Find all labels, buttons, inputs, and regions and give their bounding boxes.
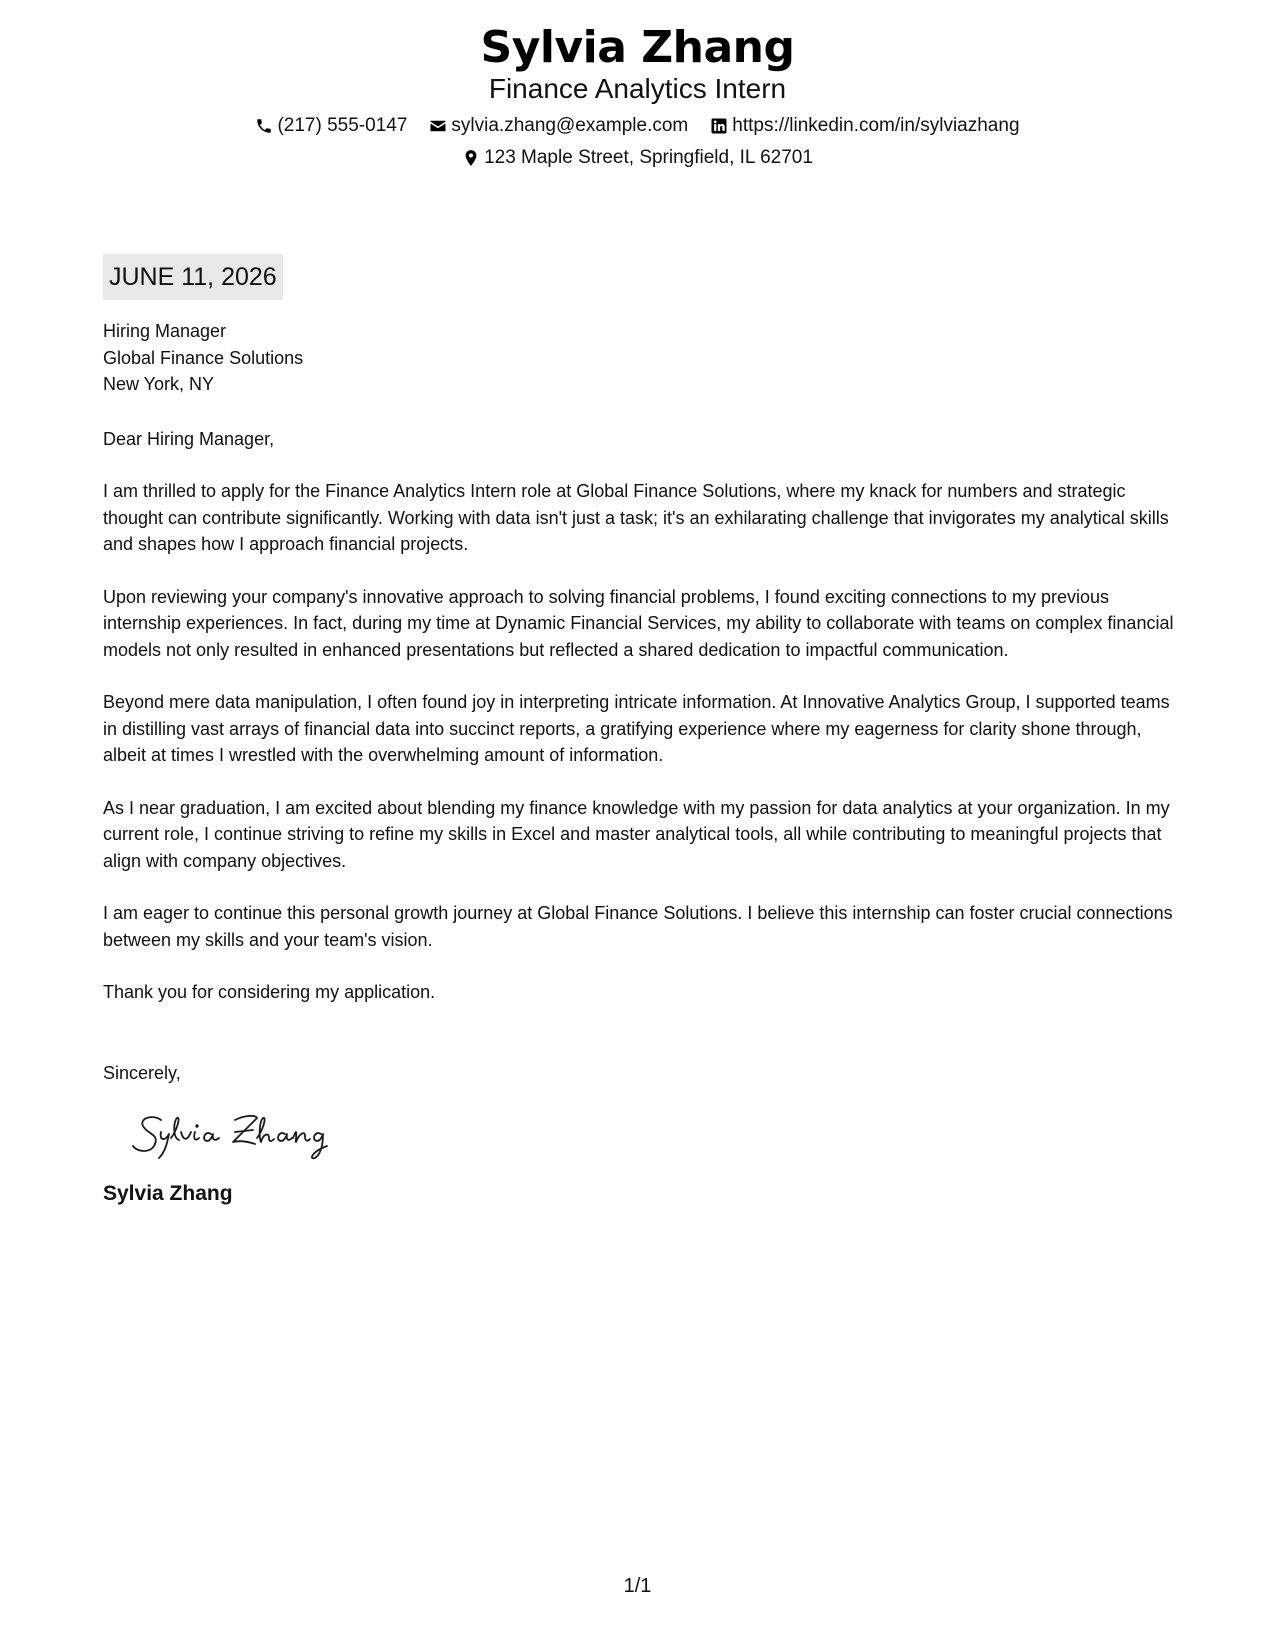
closing: Sincerely,: [103, 1062, 181, 1083]
salutation: Dear Hiring Manager,: [103, 428, 275, 449]
phone-icon: [255, 117, 273, 135]
paragraph: I am thrilled to apply for the Finance Analytics Intern role at Global Finance Solutions, where my knack for numbers and strategic thought can contribute significantly. Working with data isn't just a task; it's an exhilarating challenge that invigorates my analytical skills and shapes how I approach financial projects.: [103, 481, 1169, 554]
handwritten-signature: [131, 1108, 1178, 1164]
contact-email[interactable]: [429, 114, 688, 138]
applicant-name: Sylvia Zhang: [480, 22, 795, 73]
paragraph: As I near graduation, I am excited about blending my finance knowledge with my passion for data analytics at your organization. In my current role, I continue striving to refine my skills in Excel and master analytical tools, all while contributing to meaningful projects that align with company objectives.: [103, 797, 1170, 871]
recipient-company: Global Finance Solutions: [103, 347, 304, 368]
map-pin-icon: [462, 149, 480, 167]
email-text[interactable]: sylvia.zhang@example.com: [451, 115, 689, 136]
signer-name: Sylvia Zhang: [103, 1182, 233, 1205]
contact-linkedin[interactable]: [710, 114, 1019, 138]
letter-date: JUNE 11, 2026: [103, 254, 283, 300]
letter-header: [0, 22, 1275, 170]
paragraph: I am eager to continue this personal growth journey at Global Finance Solutions. I believe this internship can foster crucial connections between my skills and your team's vision.: [103, 903, 1173, 950]
paragraph: Upon reviewing your company's innovative approach to solving financial problems, I found exciting connections to my previous internship experiences. In fact, during my time at Dynamic Financial Services, my ability to collaborate with teams on complex financial models not only resulted in enhanced presentations but reflected a shared dedication to impactful communication.: [103, 586, 1174, 660]
page-number: 1/1: [623, 1575, 652, 1597]
paragraph: Beyond mere data manipulation, I often found joy in interpreting intricate information. At Innovative Analytics Group, I supported teams in distilling vast arrays of financial data into succinct reports, a gratifying experience where my eagerness for clarity shone through, albeit at times I wrestled with the overwhelming amount of information.: [103, 692, 1170, 765]
envelope-icon: [429, 117, 447, 135]
contact-line: [0, 114, 1275, 138]
applicant-title: Finance Analytics Intern: [488, 73, 787, 104]
recipient-location: New York, NY: [103, 374, 215, 394]
letter-body: [103, 254, 1178, 1208]
linkedin-text[interactable]: https://linkedin.com/in/sylviazhang: [732, 115, 1020, 136]
linkedin-icon: [710, 117, 728, 135]
contact-address: [462, 146, 813, 170]
address-line: [0, 146, 1275, 170]
phone-text: (217) 555-0147: [277, 115, 408, 136]
paragraph: Thank you for considering my application.: [103, 982, 436, 1002]
contact-phone: [255, 114, 407, 138]
recipient-block: [103, 318, 1178, 398]
recipient-name: Hiring Manager: [103, 321, 227, 341]
address-text: 123 Maple Street, Springfield, IL 62701: [484, 147, 813, 168]
